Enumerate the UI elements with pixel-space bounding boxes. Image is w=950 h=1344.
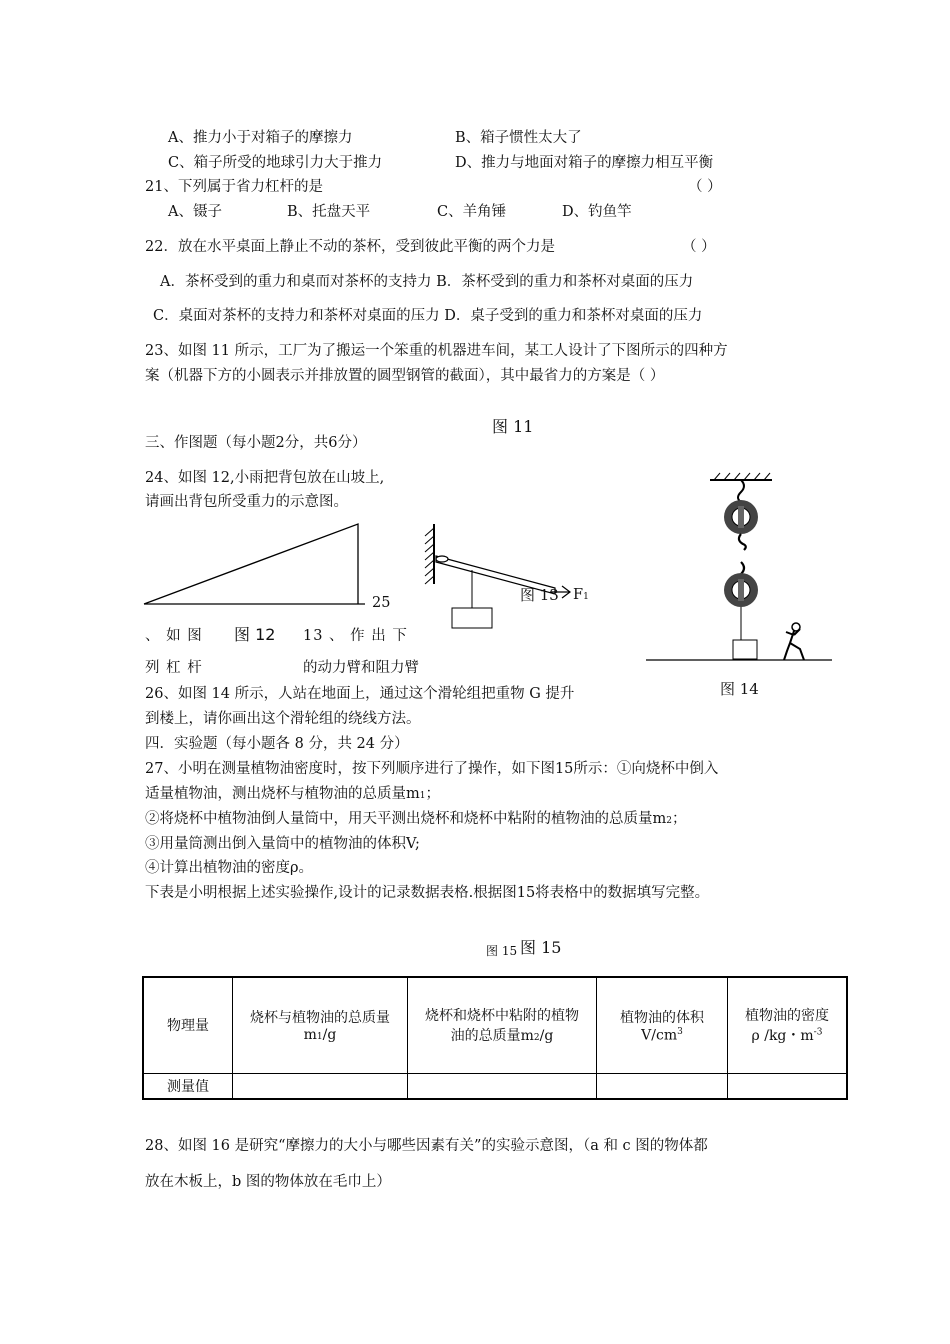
q21-option-a: A、镊子 (168, 204, 222, 220)
q25-fragment-3: 列 杠 杆 (145, 660, 203, 676)
q21-stem: 21、下列属于省力杠杆的是 (145, 179, 323, 195)
q21-option-d: D、钓鱼竿 (562, 204, 632, 220)
q21-answer-blank: （ ） (688, 179, 722, 195)
q23-line-2: 案（机器下方的小圆表示并排放置的圆型钢管的截面），其中最省力的方案是（ ） (145, 368, 665, 384)
figure-12-caption: 图 12 (234, 625, 276, 644)
q27-line-3: ②将烧杯中植物油倒人量筒中，用天平测出烧杯和烧杯中粘附的植物油的总质量m2； (145, 811, 687, 827)
q28-line-2: 放在木板上，b 图的物体放在毛巾上） (145, 1174, 391, 1190)
header-oil-density: 植物油的密度 ρ /kg・$m^{-3}$ (728, 977, 848, 1073)
cell-m1-value[interactable] (233, 1073, 408, 1099)
q20-option-d: D、推力与地面对箱子的摩擦力相互平衡 (455, 155, 714, 171)
figure-11-caption: 图 11 (492, 417, 534, 436)
figure-13-lever (400, 518, 600, 633)
figure-14-caption: 图 14 (720, 680, 759, 698)
header-physical-quantity: 物理量 (143, 977, 233, 1073)
q27-line-5: ④计算出植物油的密度ρ。 (145, 860, 314, 876)
q20-option-b: B、箱子惯性太大了 (455, 130, 582, 146)
cell-m2-value[interactable] (408, 1073, 597, 1099)
q22-stem: 22．放在水平桌面上静止不动的茶杯，受到彼此平衡的两个力是 (145, 239, 555, 255)
row-label-measured-value: 测量值 (143, 1073, 233, 1099)
cell-density-value[interactable] (728, 1073, 848, 1099)
q25-fragment-1: 、 如 图 (145, 628, 203, 644)
q21-option-b: B、托盘天平 (287, 204, 371, 220)
q20-option-a: A、推力小于对箱子的摩擦力 (168, 130, 353, 146)
q20-option-c: C、箱子所受的地球引力大于推力 (168, 155, 383, 171)
table-row (143, 1073, 847, 1099)
section-4-heading: 四．实验题（每小题各 8 分，共 24 分） (145, 736, 409, 752)
q25-fragment-4: 的动力臂和阻力臂 (303, 660, 419, 676)
header-oil-volume: 植物油的体积 $V/cm^3$ (597, 977, 728, 1073)
table-header-row (143, 977, 847, 1073)
q22-options-ab: A．茶杯受到的重力和桌而对茶杯的支持力 B．茶杯受到的重力和茶杯对桌面的压力 (160, 274, 694, 290)
header-total-mass-m1: 烧杯与植物油的总质量 m1/g (233, 977, 408, 1073)
figure-15-caption-small: 图 15 (486, 944, 518, 958)
figure-12-slope (140, 520, 370, 610)
figure-13-caption: 图 13 (520, 586, 559, 604)
q22-options-cd: C．桌面对茶杯的支持力和茶杯对桌面的压力 D．桌子受到的重力和茶杯对桌面的压力 (153, 308, 703, 324)
q27-line-4: ③用量筒测出倒入量筒中的植物油的体积V; (145, 836, 420, 852)
force-label-f1: F1 (573, 587, 589, 603)
q26-line-1: 26、如图 14 所示，人站在地面上，通过这个滑轮组把重物 G 提升 (145, 686, 575, 702)
header-residual-mass-m2: 烧杯和烧杯中粘附的植物 油的总质量m2/g (408, 977, 597, 1073)
q25-number: 25 (372, 595, 391, 611)
q22-answer-blank: （ ） (682, 239, 716, 255)
q27-line-2: 适量植物油，测出烧杯与植物油的总质量m1； (145, 786, 440, 802)
q26-line-2: 到楼上，请你画出这个滑轮组的绕线方法。 (145, 711, 421, 727)
figure-14-pulley-system (640, 470, 840, 670)
q28-line-1: 28、如图 16 是研究“摩擦力的大小与哪些因素有关”的实验示意图，（a 和 c 图的物体都 (145, 1138, 708, 1154)
q24-line-1: 24、如图 12,小雨把背包放在山坡上, (145, 470, 385, 486)
q27-line-6: 下表是小明根据上述实验操作,设计的记录数据表格.根据图15将表格中的数据填写完整。 (145, 885, 710, 901)
q24-line-2: 请画出背包所受重力的示意图。 (145, 494, 348, 510)
q25-fragment-2: 13 、 作 出 下 (303, 628, 408, 644)
density-data-table (142, 976, 848, 1100)
q23-line-1: 23、如图 11 所示，工厂为了搬运一个笨重的机器进车间，某工人设计了下图所示的四种方 (145, 343, 728, 359)
q27-line-1: 27、小明在测量植物油密度时，按下列顺序进行了操作，如下图15所示：①向烧杯中倒入 (145, 761, 719, 777)
figure-15-caption: 图 15 (520, 938, 562, 957)
q21-option-c: C、羊角锤 (437, 204, 507, 220)
section-3-heading: 三、作图题（每小题2分，共6分） (145, 435, 367, 451)
cell-volume-value[interactable] (597, 1073, 728, 1099)
